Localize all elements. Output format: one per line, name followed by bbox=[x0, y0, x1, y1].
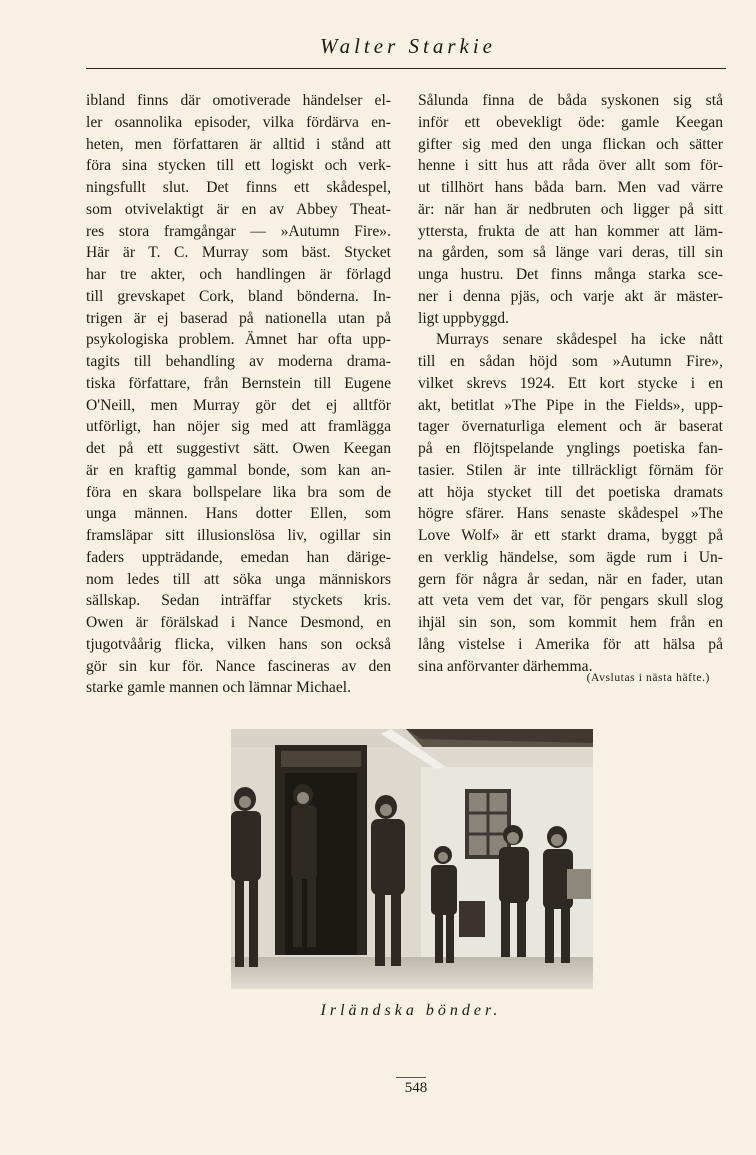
text-line: ibland finns där omotiverade händelser el- bbox=[86, 92, 391, 109]
text-line: har tre akter, och handlingen är förlagd bbox=[86, 266, 391, 283]
text-line: lång vistelse i Amerika för att hälsa på bbox=[418, 635, 723, 653]
text-line: sina anförvanter därhemma. bbox=[418, 657, 593, 675]
text-line: utförligt, han nöjer sig med att framlägga bbox=[86, 418, 391, 436]
text-line: faders uppträdande, emedan han därige- bbox=[86, 548, 391, 566]
text-line: gifter sig med den unga flickan och sätter bbox=[418, 135, 723, 153]
text-line: en verklig händelse, som ägde rum i Un- bbox=[418, 548, 723, 566]
text-line: res stora framgångar — »Autumn Fire». bbox=[86, 222, 391, 240]
text-line: tjugotvåårig flicka, vilken hans son också bbox=[86, 635, 391, 653]
text-line: trigen är ej baserad på nationella utan på bbox=[86, 309, 391, 327]
text-line: det på ett suggestivt sätt. Owen Keegan bbox=[86, 440, 391, 457]
text-line: till grevskapet Cork, bland bönderna. In- bbox=[86, 287, 391, 305]
text-line: framsläpar sitt illusionslösa liv, ogillar sin bbox=[86, 527, 391, 544]
text-line: psykologiska problem. Ämnet har ofta upp- bbox=[86, 331, 391, 349]
text-line: ler osannolika episoder, vilka fördärva en- bbox=[86, 113, 391, 131]
text-line: att veta vem det var, för pengars skull slog bbox=[418, 592, 723, 610]
text-line: högre sfärer. Hans senaste skådespel »The bbox=[418, 505, 723, 523]
text-line: Owen är förälskad i Nance Desmond, en bbox=[86, 614, 391, 631]
text-line: föra sina stycken till ett logiskt och verk- bbox=[86, 157, 391, 175]
text-line: na gården, som så länge vari deras, till sin bbox=[418, 244, 723, 262]
photograph-illustration bbox=[231, 729, 593, 989]
text-line: till en sådan höjd som »Autumn Fire», bbox=[418, 353, 723, 370]
page-number-rule bbox=[396, 1077, 426, 1078]
text-line: gör sin kur för. Nance fascineras av den bbox=[86, 657, 391, 675]
running-head: Walter Starkie bbox=[320, 34, 496, 58]
text-line: ningsfullt slut. Det finns ett skådespel, bbox=[86, 179, 391, 196]
text-line: sällskap. Sedan inträffar styckets kris. bbox=[86, 592, 391, 610]
text-line: är: när han är nedbruten och ligger på sitt bbox=[418, 200, 723, 218]
text-line: tasier. Stilen är inte tillräckligt förnäm för bbox=[418, 461, 723, 479]
photo-caption: Irländska bönder. bbox=[320, 1002, 502, 1019]
text-line: tiska författare, från Bernstein till Eugene bbox=[86, 374, 391, 392]
text-line: gern för några år sedan, när en fader, utan bbox=[418, 570, 723, 588]
text-line: Här är T. C. Murray som bäst. Stycket bbox=[86, 244, 391, 262]
text-line: ut tillhört hans båda barn. Men vad värre bbox=[418, 179, 723, 196]
text-line: ligt uppbyggd. bbox=[418, 309, 509, 327]
continuation-note: (Avslutas i nästa häfte.) bbox=[586, 672, 710, 684]
text-line: henne i sitt hus att råda över allt som för- bbox=[418, 157, 723, 175]
text-line: tagits till behandling av moderna drama- bbox=[86, 353, 391, 370]
page-number: 548 bbox=[404, 1080, 428, 1096]
header-rule bbox=[86, 68, 726, 69]
text-line: vilket skrevs 1924. Ett kort stycke i en bbox=[418, 374, 723, 392]
text-line: yttersta, frukta de att han kommer att läm- bbox=[418, 222, 723, 240]
text-line: att höja stycket till det poetiska dramats bbox=[418, 483, 723, 501]
text-line: föra en skara bollspelare lika bra som de bbox=[86, 483, 391, 501]
text-line: O'Neill, men Murray gör det ej alltför bbox=[86, 396, 391, 414]
text-line: nom ledes till att söka unga människors bbox=[86, 570, 391, 588]
text-line: tager övernaturliga element och är baserat bbox=[418, 418, 723, 436]
text-line: på en flöjtspelande ynglings poetiska fan- bbox=[418, 440, 723, 457]
right-column bbox=[418, 90, 723, 677]
text-line: akt, betitlat »The Pipe in the Fields», upp- bbox=[418, 396, 723, 414]
photograph-irish-farmers bbox=[231, 729, 593, 989]
text-line: unga hustru. Det finns många starka sce- bbox=[418, 266, 723, 283]
text-line: unga männen. Hans dotter Ellen, som bbox=[86, 505, 391, 523]
text-line: Sålunda finna de båda syskonen sig stå bbox=[418, 92, 723, 109]
text-line: ner i denna pjäs, och varje akt är mäster- bbox=[418, 287, 723, 305]
text-line: är en kraftig gammal bonde, som kan an- bbox=[86, 461, 391, 479]
text-line: Love Wolf» är ett starkt drama, byggt på bbox=[418, 527, 723, 544]
text-line: starke gamle mannen och lämnar Michael. bbox=[86, 679, 351, 697]
text-line: heten, men författaren är alltid i stånd att bbox=[86, 135, 391, 153]
text-line: ihjäl sin son, som kommit hem från en bbox=[418, 614, 723, 631]
text-line: som otvivelaktigt är en av Abbey Theat- bbox=[86, 200, 391, 218]
text-line: Murrays senare skådespel ha icke nått bbox=[436, 331, 723, 349]
text-line: inför ett obevekligt öde: gamle Keegan bbox=[418, 113, 723, 131]
left-column bbox=[86, 90, 391, 699]
